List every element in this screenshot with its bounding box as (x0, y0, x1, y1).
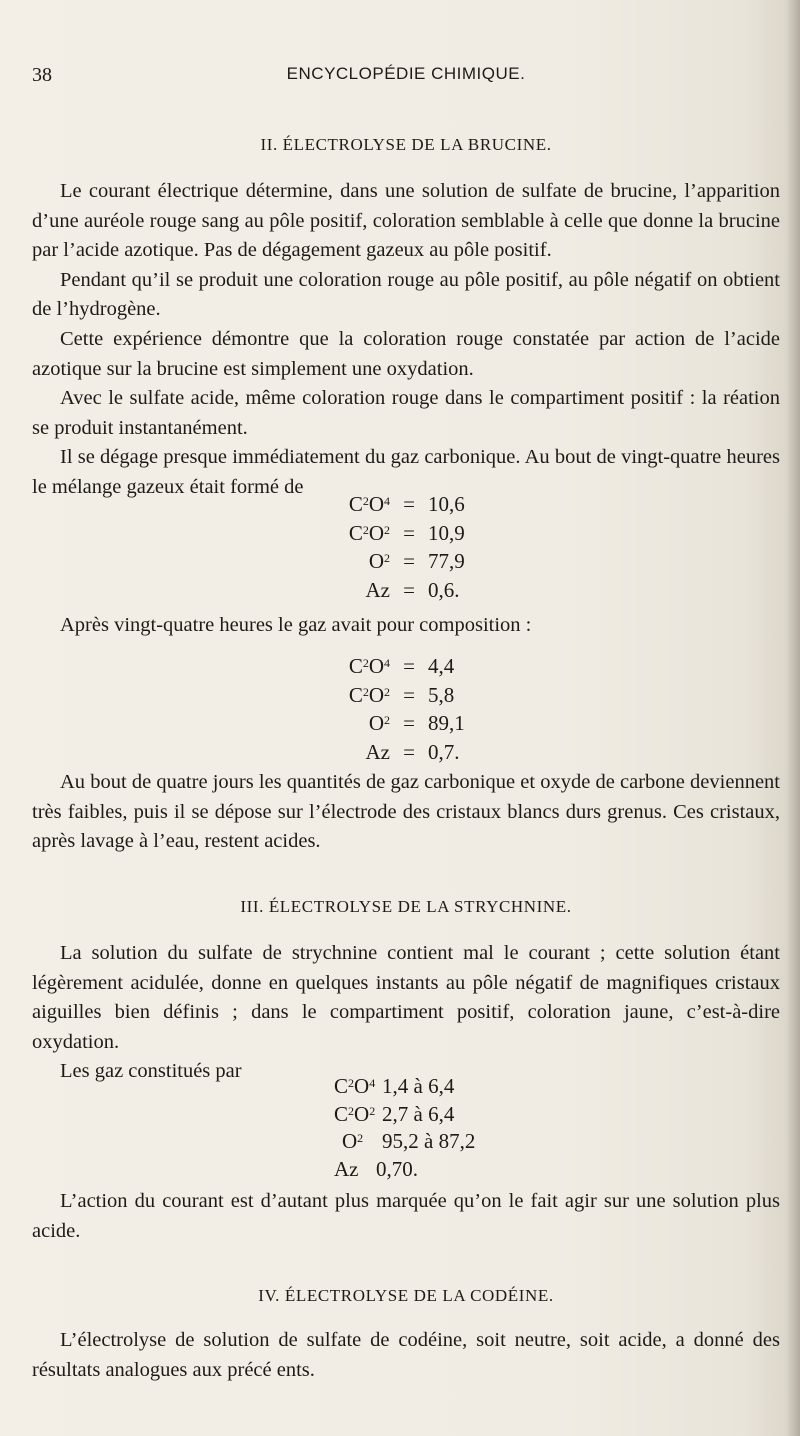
paragraph: Après vingt-quatre heures le gaz avait pour composition : (60, 614, 532, 636)
brucine-text-1 (32, 177, 780, 503)
strychnine-text-2 (32, 1187, 780, 1246)
formula-row: Az = 0,6. (365, 577, 460, 602)
section-title-brucine: II. ÉLECTROLYSE DE LA BRUCINE. (260, 135, 552, 154)
formula-row: $C^2O^2$ = 10,9 (348, 520, 465, 545)
page-number: 38 (32, 64, 52, 86)
page-edge-shadow (786, 0, 800, 1436)
formula-row: $C^2O^2$ = 5,8 (348, 682, 455, 707)
running-title: ENCYCLOPÉDIE CHIMIQUE. (286, 64, 526, 83)
strychnine-gas-table (334, 1073, 594, 1183)
gas-composition-table-1 (300, 490, 560, 604)
paragraph: La solution du sulfate de strychnine contient mal le courant ; cette solution étant légèrement acidulée, donne en quelques instants au pôle négatif de magnifiques cristaux aiguilles bien définis ; dans le compartiment positif, coloration jaune, c’est-à-dire oxydation. (32, 942, 780, 1053)
gas-composition-table-2 (300, 652, 560, 766)
strychnine-text-1 (32, 939, 780, 1087)
brucine-text-2 (32, 611, 780, 641)
brucine-text-3 (32, 768, 780, 857)
formula-row: Az 0,70. (334, 1156, 418, 1181)
formula-row: $C^2O^4$ = 10,6 (348, 492, 465, 516)
paragraph: L’électrolyse de solution de sulfate de codéine, soit neutre, soit acide, a donné des résultats analogues aux précé ents. (32, 1329, 780, 1381)
paragraph: Le courant électrique détermine, dans une solution de sulfate de brucine, l’apparition d’une auréole rouge sang au pôle positif, coloration semblable à celle que donne la brucine par l’acide azotique. Pas de dégagement gazeux au pôle positif. (32, 180, 780, 262)
paragraph: Les gaz constitués par (60, 1060, 242, 1083)
formula-row: $O^2$ = 77,9 (368, 549, 465, 573)
section-title-codeine: IV. ÉLECTROLYSE DE LA CODÉINE. (258, 1286, 554, 1305)
formula-row: Az = 0,7. (365, 739, 460, 764)
formula-row: $C^2O^4$ 1,4 à 6,4 (334, 1074, 455, 1098)
page-header (32, 60, 780, 90)
formula-row: $O^2$ = 89,1 (368, 711, 465, 735)
codeine-text-1 (32, 1326, 780, 1385)
paragraph: Il se dégage presque immédiatement du gaz carbonique. Au bout de vingt-quatre heures le mélange gazeux était formé de (32, 446, 780, 498)
formula-row: $O^2$ 95,2 à 87,2 (342, 1129, 476, 1153)
paragraph: Avec le sulfate acide, même coloration rouge dans le compartiment positif : la réation se produit instantanément. (32, 387, 780, 439)
paragraph: Au bout de quatre jours les quantités de gaz carbonique et oxyde de carbone deviennent très faibles, puis il se dépose sur l’électrode des cristaux blancs durs grenus. Ces cristaux, après lavage à l’eau, restent acides. (32, 771, 780, 853)
formula-row: $C^2O^4$ = 4,4 (348, 654, 455, 678)
paragraph: Pendant qu’il se produit une coloration rouge au pôle positif, au pôle négatif on obtient de l’hydrogène. (32, 268, 780, 321)
paragraph: Cette expérience démontre que la coloration rouge constatée par action de l’acide azotique sur la brucine est simplement une oxydation. (32, 327, 780, 380)
section-title-strychnine: III. ÉLECTROLYSE DE LA STRYCHNINE. (240, 897, 572, 916)
paragraph: L’action du courant est d’autant plus marquée qu’on le fait agir sur une solution plus acide. (32, 1190, 780, 1242)
formula-row: $C^2O^2$ 2,7 à 6,4 (334, 1101, 455, 1126)
